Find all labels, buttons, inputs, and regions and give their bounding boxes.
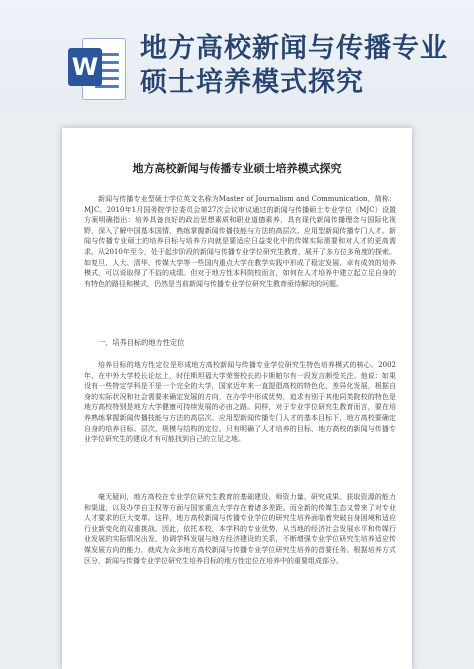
word-letter-badge: W xyxy=(68,48,102,86)
word-document-icon xyxy=(68,38,124,98)
banner xyxy=(0,0,474,110)
body-paragraph-2: 毫无疑问，地方高校在专业学位研究生教育的基础建设、师资力量、研究成果、获取资源的能力和渠道，以及办学自主权等方面与国家重点大学存在着诸多差距。而全新的传媒生态又带来了对专业人才要求的巨大变革。这样，地方高校新闻与传播专业学位的研究生培养面临着突破自身困境和适应行业新变化的双重挑战。因此，依托本校，本学科的专业优势，从当地的经济社会发展水平和传媒行业发展的实际情况出发，协调学科发展与地方经济建设的关系，不断增强专业学位研究生培养适应传媒发展方向的能力，就成为众多地方高校新闻与传播专业学位研究生培养的首要任务。根据培养方式区分，新闻与传播专业学位研究生培养目标的地方性定位在培养中的重要组成部分。 xyxy=(84,493,396,565)
document-title: 地方高校新闻与传播专业硕士培养模式探究 xyxy=(132,162,342,175)
banner-title: 地方高校新闻与传播专业硕士培养模式探究 xyxy=(140,33,448,98)
section-heading: 一、培养目标的地方性定位 xyxy=(98,338,185,347)
body-paragraph-1: 培养目标的地方性定位是形成地方高校新闻与传播专业学位研究生特色培养模式的核心。2002年，在中外大学校长论坛上，时任斯坦福大学荣誉校长的卡斯帕尔有一段发言颇受关注。他说：如果没有一些特定学科是不是一个完全的大学，国家近年来一直提倡高校的特色化，差异化发展，根据自身的实际状况和社会需要来确定发展的方向，在办学中形成优势，追求有别于其他同类院校的特色是地方高校特别是地方大学健康可持续发展的必由之路。同样，对于专业学位研究生教育而言，要在培养熟练掌握新闻传播技能与方法的高层次、应用型新闻传播专门人才的基本目标下，地方高校要确定自身的培养目标、层次、规模与结构的定位。只有明确了人才培养的目标，地方高校的新闻与传播专业学位研究生的建设才有可能找到自己的立足之地。 xyxy=(84,361,396,444)
intro-paragraph: 新闻与传播专业型硕士学位英文名称为Master of Journalism and Communication，简称：MJC。2010年1月国务院学位委员会第27次会议审议通过的新闻与传播硕士专业学位（MJC）设置方案明确指出：培养具备良好的政治思想素质和职业道德素养，具有现代新闻传播理念与国际化视野，深入了解中国基本国情，熟练掌握新闻传播技能与方法的高层次、应用型新闻传播专门人才。新闻与传播专业硕士的培养目标与培养方向就是要适应日益变化中的传媒实际需要和对人才的更高需求。从2010年至今，处于起步阶段的新闻与传播专业学位研究生教育，展开了多方位多角度的探索。如复旦、人大、清华、传媒大学等一些国内重点大学在教学实践中形成了稳定发展、卓有成效的培养模式，可以说取得了不俗的成绩。但对于地方性本科院校而言，如何在人才培养中建立起立足自身的有特色的路径和模式，仍然是当前新闻与传播专业学位研究生教育亟待解决的问题。 xyxy=(84,195,396,288)
document-page xyxy=(62,128,412,669)
